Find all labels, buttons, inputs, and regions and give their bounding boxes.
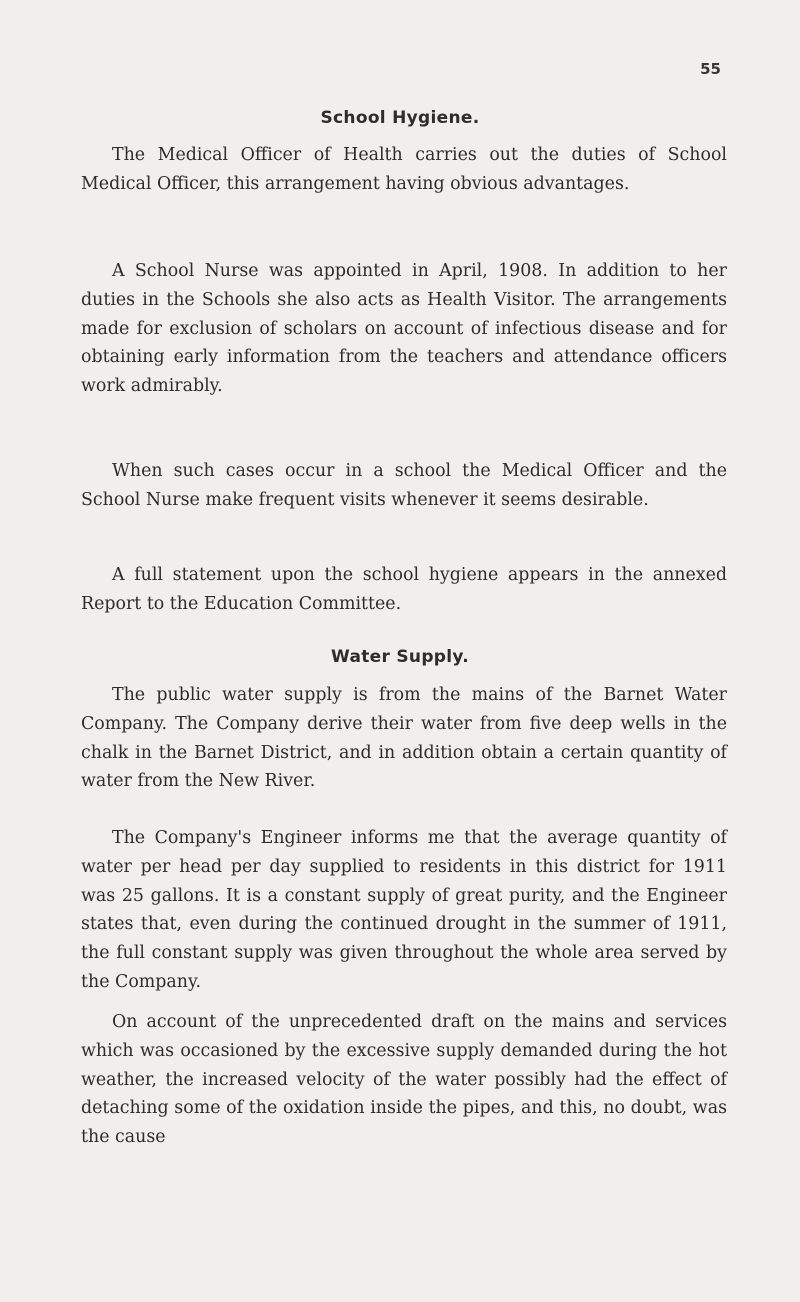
paragraph: A School Nurse was appointed in April, 1908. In addition to her duties in the Schools she also acts as Health Visitor. The arrangements made for exclusion of scholars on account of infectious disease and for obtaining early information from the teachers and attendance officers work admirably. xyxy=(81,261,727,397)
paragraph: The Medical Officer of Health carries out the duties of School Medical Officer, this arrangement having obvious advantages. xyxy=(81,145,727,194)
paragraph: On account of the unprecedented draft on the mains and services which was occasioned by the excessive supply demanded during the hot weather, the increased velocity of the water possibly had the effect of detaching some of the oxidation inside the pipes, and this, no doubt, was the cause xyxy=(81,1012,727,1148)
page-number: 55 xyxy=(700,60,721,78)
paragraph: When such cases occur in a school the Medical Officer and the School Nurse make frequent visits whenever it seems desirable. xyxy=(81,461,727,510)
section-heading-water-supply: Water Supply. xyxy=(331,647,469,667)
section-heading-school-hygiene: School Hygiene. xyxy=(320,108,480,128)
paragraph: A full statement upon the school hygiene appears in the annexed Report to the Education Committee. xyxy=(81,565,727,614)
paragraph: The Company's Engineer informs me that the average quantity of water per head per day supplied to residents in this district for 1911 was 25 gallons. It is a constant supply of great purity, and the Engineer states that, even during the continued drought in the summer of 1911, the full constant supply was given throughout the whole area served by the Company. xyxy=(81,828,727,992)
paragraph: The public water supply is from the mains of the Barnet Water Company. The Company derive their water from five deep wells in the chalk in the Barnet District, and in addition obtain a certain quantity of water from the New River. xyxy=(81,685,727,792)
